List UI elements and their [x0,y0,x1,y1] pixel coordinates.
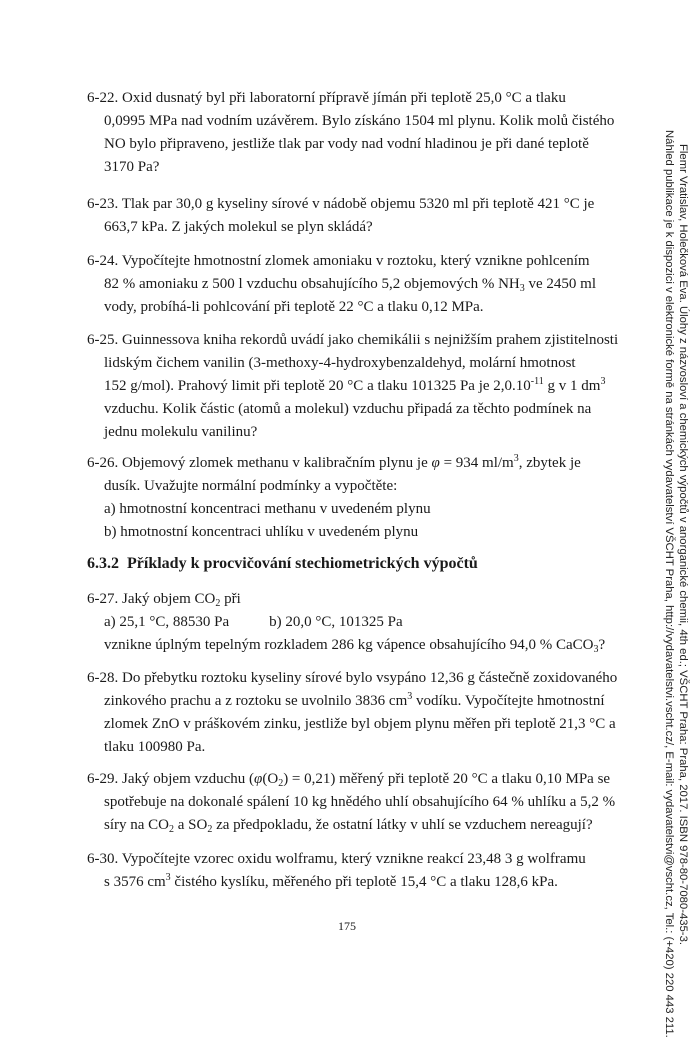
text-line: NO bylo připraveno, jestliže tlak par vody nad vodní hladinou je při dané teplotě [104,136,589,152]
text-run: 6-29. Jaký objem vzduchu ( [87,771,255,787]
subscript: 3 [593,644,599,655]
problem-6-29 [87,768,627,837]
text-line: 6-30. Vypočítejte vzorec oxidu wolframu, který vznikne reakcí 23,48 3 g wolframu [87,851,586,867]
superscript: 3 [165,872,171,883]
subscript: 2 [215,598,221,609]
subscript: 2 [169,824,174,835]
text-line [87,768,627,791]
text-run: za předpokladu, že ostatní látky v uhlí se vzduchem nereagují? [212,817,593,833]
option-a: a) 25,1 °C, 88530 Pa [104,614,230,630]
text-run: při [220,591,241,607]
text-line: zlomek ZnO v práškovém zinku, jestliže byl objem plynu měřen při teplotě 21,3 °C a [104,716,616,732]
problem-6-22 [87,87,627,179]
text-run: čistého kyslíku, měřeného při teplotě 15,4 °C a tlaku 128,6 kPa. [170,874,558,890]
text-line: 6-25. Guinnessova kniha rekordů uvádí jako chemikálii s nejnižším prahem zjistitelnosti [87,332,619,348]
text-run: a SO [174,817,208,833]
text-line: 6-22. Oxid dusnatý byl při laboratorní přípravě jímán při teplotě 25,0 °C a tlaku [87,90,566,106]
text-line: lidským čichem vanilin (3-methoxy-4-hydroxybenzaldehyd, molární hmotnost [104,355,576,371]
text-line: 6-23. Tlak par 30,0 g kyseliny sírové v nádobě objemu 5320 ml při teplotě 421 °C je [87,196,595,212]
problem-6-23 [87,193,627,239]
section-heading [87,553,478,575]
text-line: dusík. Uvažujte normální podmínky a vypočtěte: [104,478,398,494]
option-b: b) 20,0 °C, 101325 Pa [269,614,403,630]
text-run: 6-27. Jaký objem CO [87,591,216,607]
section-number: 6.3.2 [87,555,119,572]
text-line: a) hmotnostní koncentraci methanu v uvedeném plynu [104,501,431,517]
text-run: 6-26. Objemový zlomek methanu v kalibračním plynu je [87,455,432,471]
text-line [87,634,627,657]
text-run: vznikne úplným tepelným rozkladem 286 kg vápence obsahujícího 94,0 % CaCO [104,637,594,653]
text-line [87,814,627,837]
text-line: jednu molekulu vanilinu? [104,424,258,440]
text-run: , zbytek je [518,455,581,471]
superscript: 3 [513,453,519,464]
section-title: Příklady k procvičování stechiometrických výpočtů [127,555,478,572]
preview-notice-line: Náhled publikace je k dispozici v elektronické formě na stránkách vydavatelství VŠCHT Praha, http://vydavatelstvi.vscht.cz/, E-mail: vydavatelstvi@vscht.cz, Tel.: (+420) 220 443 211. [663,130,675,1038]
problem-6-26 [87,452,627,544]
text-line [87,611,627,634]
problem-6-28 [87,667,627,759]
text-run: (O [262,771,279,787]
text-line: vody, probíhá-li pohlcování při teplotě 22 °C a tlaku 0,12 MPa. [104,299,484,315]
text-run: = 934 ml/m [439,455,514,471]
text-line: spotřebuje na dokonalé spálení 10 kg hnědého uhlí obsahujícího 64 % uhlíku a 5,2 % [104,794,616,810]
text-line [87,375,627,398]
text-line: vzduchu. Kolik částic (atomů a molekul) vzduchu připadá za těchto podmínek na [104,401,592,417]
text-run: 82 % amoniaku z 500 l vzduchu obsahujícího 5,2 objemových % NH [104,276,520,292]
page-number: 175 [338,919,356,933]
text-run: g v 1 dm [543,378,601,394]
text-run: vodíku. Vypočítejte hmotnostní [412,693,605,709]
subscript: 3 [519,283,525,294]
subscript: 2 [207,824,213,835]
text-line: 6-24. Vypočítejte hmotnostní zlomek amoniaku v roztoku, který vznikne pohlcením [87,253,590,269]
text-run: 152 g/mol). Prahový limit při teplotě 20 °C a tlaku 101325 Pa je 2,0.10 [104,378,531,394]
text-run: s 3576 cm [104,874,166,890]
problem-6-25 [87,329,627,444]
text-line: 3170 Pa? [104,159,160,175]
superscript: -11 [530,376,544,387]
text-line: 6-28. Do přebytku roztoku kyseliny sírové bylo vsypáno 12,36 g částečně zoxidovaného [87,670,618,686]
subscript: 2 [278,778,284,789]
text-line: b) hmotnostní koncentraci uhlíku v uvedeném plynu [104,524,419,540]
text-run: zinkového prachu a z roztoku se uvolnilo 3836 cm [104,693,408,709]
text-run: ? [598,637,606,653]
text-line [87,273,627,296]
text-run: ve 2450 ml [524,276,597,292]
text-line [87,690,627,713]
text-line: 0,0995 MPa nad vodním uzávěrem. Bylo získáno 1504 ml plynu. Kolik molů čistého [104,113,615,129]
text-line: tlaku 100980 Pa. [104,739,206,755]
phi-symbol: φ [254,771,263,787]
superscript: 3 [600,376,606,387]
problem-6-30 [87,848,627,894]
problem-6-24 [87,250,627,319]
text-run: síry na CO [104,817,169,833]
problem-6-27 [87,588,627,657]
text-run: ) = 0,21) měřený při teplotě 20 °C a tlaku 0,10 MPa se [283,771,611,787]
text-line [87,871,627,894]
text-line: 663,7 kPa. Z jakých molekul se plyn skládá? [104,219,373,235]
text-line [87,588,627,611]
publication-notice-sidebar [662,130,690,1038]
text-line [87,452,627,475]
citation-line: Flemr Vratislav, Holečková Eva. Úlohy z názvosloví a chemických výpočtů v anorganické chemii, 4th ed.; VŠCHT Praha: Praha, 2017. ISBN 978-80-7080-435-3. [677,144,689,945]
superscript: 3 [407,691,413,702]
phi-symbol: φ [431,455,440,471]
